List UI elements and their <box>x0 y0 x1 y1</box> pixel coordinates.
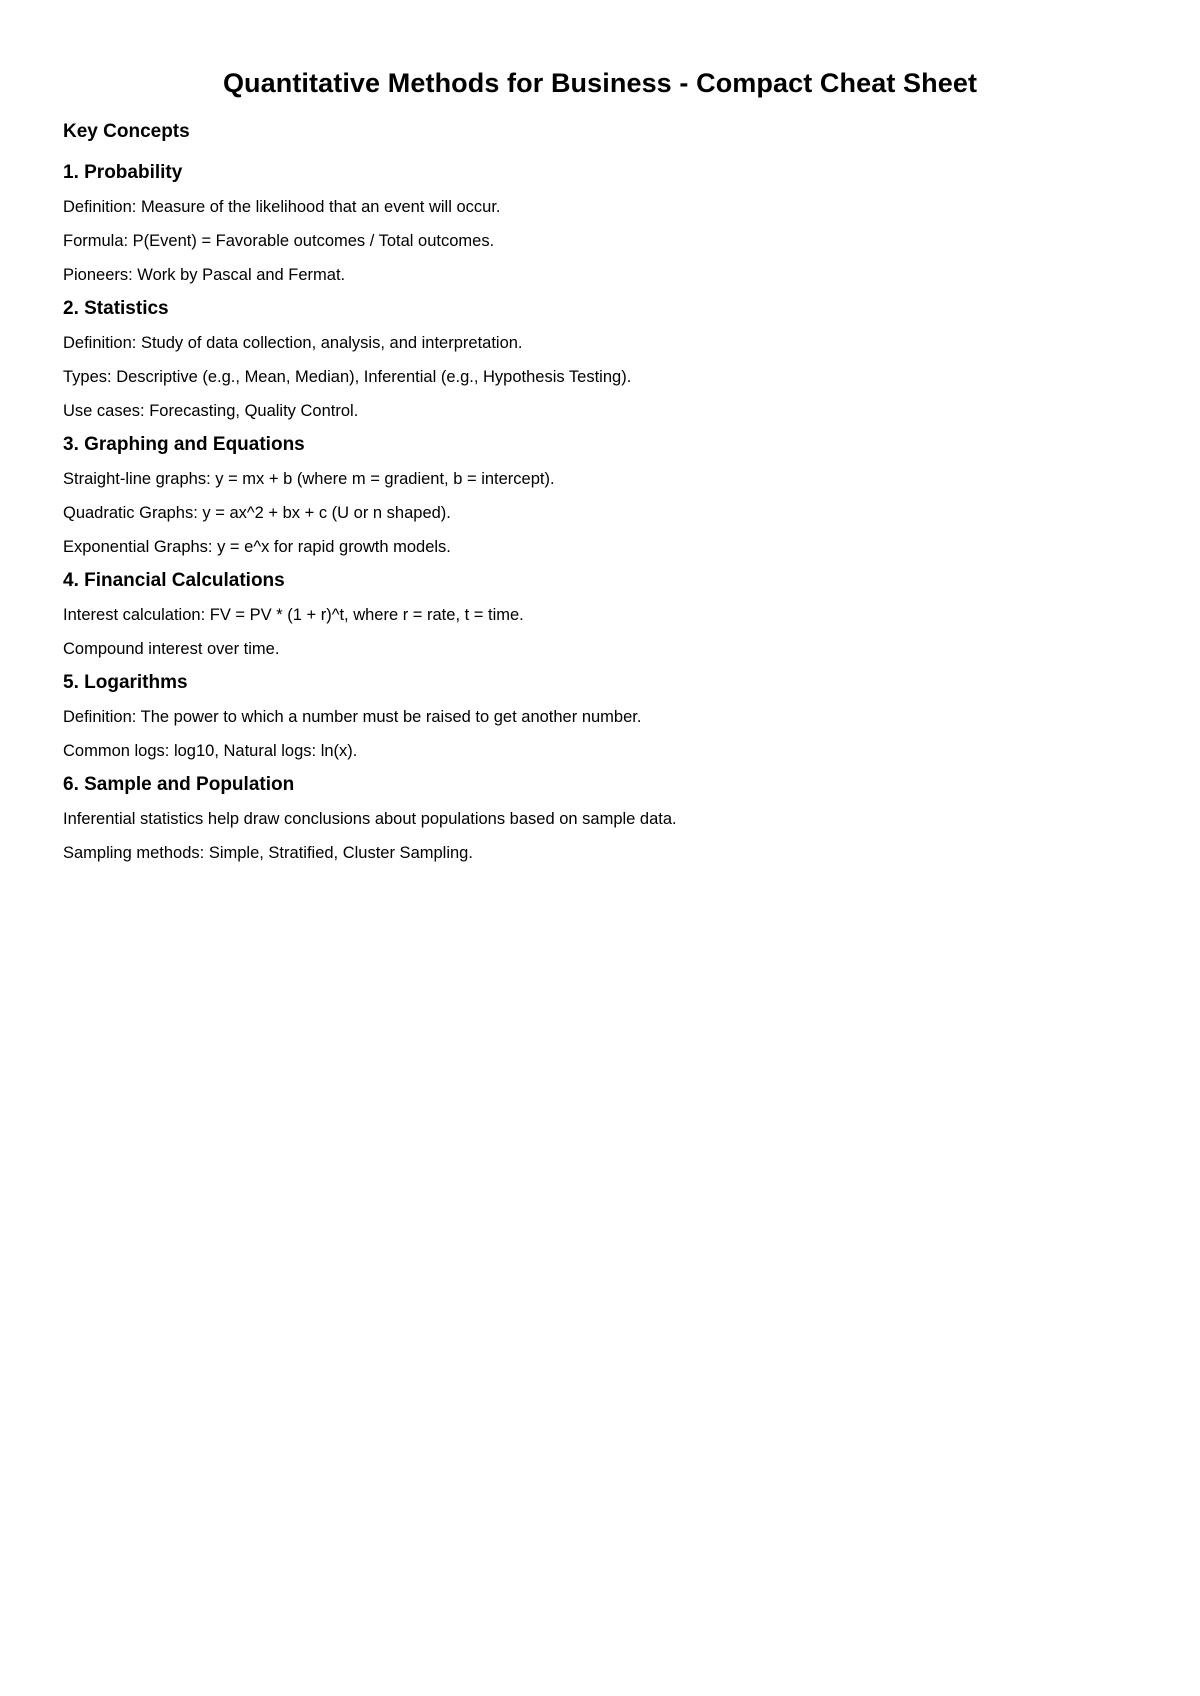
section-line: Types: Descriptive (e.g., Mean, Median), Inferential (e.g., Hypothesis Testing). <box>63 368 632 386</box>
section-line: Compound interest over time. <box>63 640 280 658</box>
section-line: Definition: Measure of the likelihood that an event will occur. <box>63 198 501 216</box>
section-heading: 4. Financial Calculations <box>63 570 285 591</box>
section-graphing-and-equations <box>63 433 1143 557</box>
section-line: Sampling methods: Simple, Stratified, Cluster Sampling. <box>63 844 473 862</box>
section-line: Pioneers: Work by Pascal and Fermat. <box>63 266 346 284</box>
section-heading: 6. Sample and Population <box>63 774 295 795</box>
section-statistics <box>63 297 1143 421</box>
section-line: Quadratic Graphs: y = ax^2 + bx + c (U or n shaped). <box>63 504 451 522</box>
section-logarithms <box>63 671 1143 761</box>
section-heading: 2. Statistics <box>63 298 169 319</box>
section-line: Formula: P(Event) = Favorable outcomes / Total outcomes. <box>63 232 495 250</box>
section-heading: 5. Logarithms <box>63 672 188 693</box>
section-line: Common logs: log10, Natural logs: ln(x). <box>63 742 358 760</box>
section-line: Inferential statistics help draw conclusions about populations based on sample data. <box>63 810 677 828</box>
section-line: Interest calculation: FV = PV * (1 + r)^t, where r = rate, t = time. <box>63 606 524 624</box>
section-line: Exponential Graphs: y = e^x for rapid growth models. <box>63 538 451 556</box>
page-title: Quantitative Methods for Business - Compact Cheat Sheet <box>222 68 978 98</box>
subtitle-key-concepts: Key Concepts <box>63 121 190 142</box>
section-probability <box>63 161 1143 285</box>
document-content <box>63 120 1143 875</box>
section-line: Definition: Study of data collection, analysis, and interpretation. <box>63 334 523 352</box>
section-line: Definition: The power to which a number must be raised to get another number. <box>63 708 642 726</box>
section-heading: 1. Probability <box>63 162 183 183</box>
section-financial-calculations <box>63 569 1143 659</box>
section-heading: 3. Graphing and Equations <box>63 434 305 455</box>
section-line: Use cases: Forecasting, Quality Control. <box>63 402 359 420</box>
section-sample-and-population <box>63 773 1143 863</box>
section-line: Straight-line graphs: y = mx + b (where m = gradient, b = intercept). <box>63 470 555 488</box>
